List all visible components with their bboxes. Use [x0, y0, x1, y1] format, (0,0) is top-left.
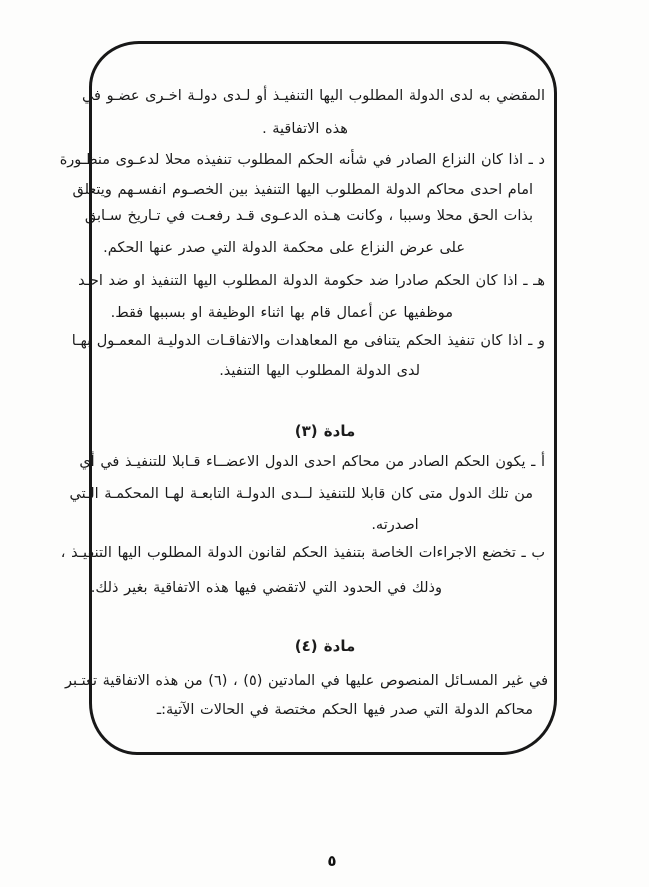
text-line-item-alef-2: من تلك الدول متى كان قابلا للتنفيذ لــدى الدولـة التابعـة لهـا المحكمـة الـتي: [69, 486, 533, 502]
text-line-item-ha-2: موظفيها عن أعمال قام بها اثناء الوظيفة او بسببها فقط.: [110, 305, 453, 321]
text-line-intro-1: المقضي به لدى الدولة المطلوب اليها التنفيـذ أو لـدى دولـة اخـرى عضـو في: [81, 88, 545, 104]
text-line-item-dal-2: امام احدى محاكم الدولة المطلوب اليها التنفيذ بين الخصـوم انفسـهم ويتعلق: [72, 182, 533, 198]
text-line-item-dal-4: على عرض النزاع على محكمة الدولة التي صدر عنها الحكم.: [103, 240, 465, 256]
text-line-article4-1: في غير المسـائل المنصوص عليها في المادتين (٥) ، (٦) من هذه الاتفاقية تعتـبر: [64, 673, 548, 689]
page-number: ٥: [327, 852, 337, 870]
text-line-item-alef-1: أ ـ يكون الحكم الصادر من محاكم احدى الدول الاعضــاء قـابلا للتنفيـذ في أي: [79, 454, 545, 470]
text-line-item-ha-1: هـ ـ اذا كان الحكم صادرا ضد حكومة الدولة المطلوب اليها التنفيذ او ضد احـد: [78, 273, 545, 289]
text-line-item-waw-1: و ـ اذا كان تنفيذ الحكم يتنافى مع المعاهدات والاتفاقـات الدوليـة المعمـول بهـا: [71, 333, 545, 349]
text-line-item-waw-2: لدى الدولة المطلوب اليها التنفيذ.: [219, 363, 420, 379]
text-line-item-ba-1: ب ـ تخضع الاجراءات الخاصة بتنفيذ الحكم لقانون الدولة المطلوب اليها التنفيـذ ،: [60, 545, 545, 561]
text-line-item-dal-3: بذات الحق محلا وسببا ، وكانت هـذه الدعـوى قـد رفعـت في تـاريخ سـابق: [84, 208, 533, 224]
text-line-article4-2: محاكم الدولة التي صدر فيها الحكم مختصة في الحالات الآتية:ـ: [156, 702, 533, 718]
text-line-item-ba-2: وذلك في الحدود التي لاتقضي فيها هذه الاتفاقية بغير ذلك.: [90, 580, 442, 596]
text-line-item-dal-1: د ـ اذا كان النزاع الصادر في شأنه الحكم المطلوب تنفيذه محلا لدعـوى منظـورة: [59, 152, 545, 168]
article-4-heading: مادة (٤): [294, 637, 356, 655]
article-3-heading: مادة (٣): [294, 422, 356, 440]
text-line-item-alef-3: اصدرته.: [371, 517, 419, 533]
text-line-intro-2: هذه الاتفاقية .: [262, 121, 348, 137]
